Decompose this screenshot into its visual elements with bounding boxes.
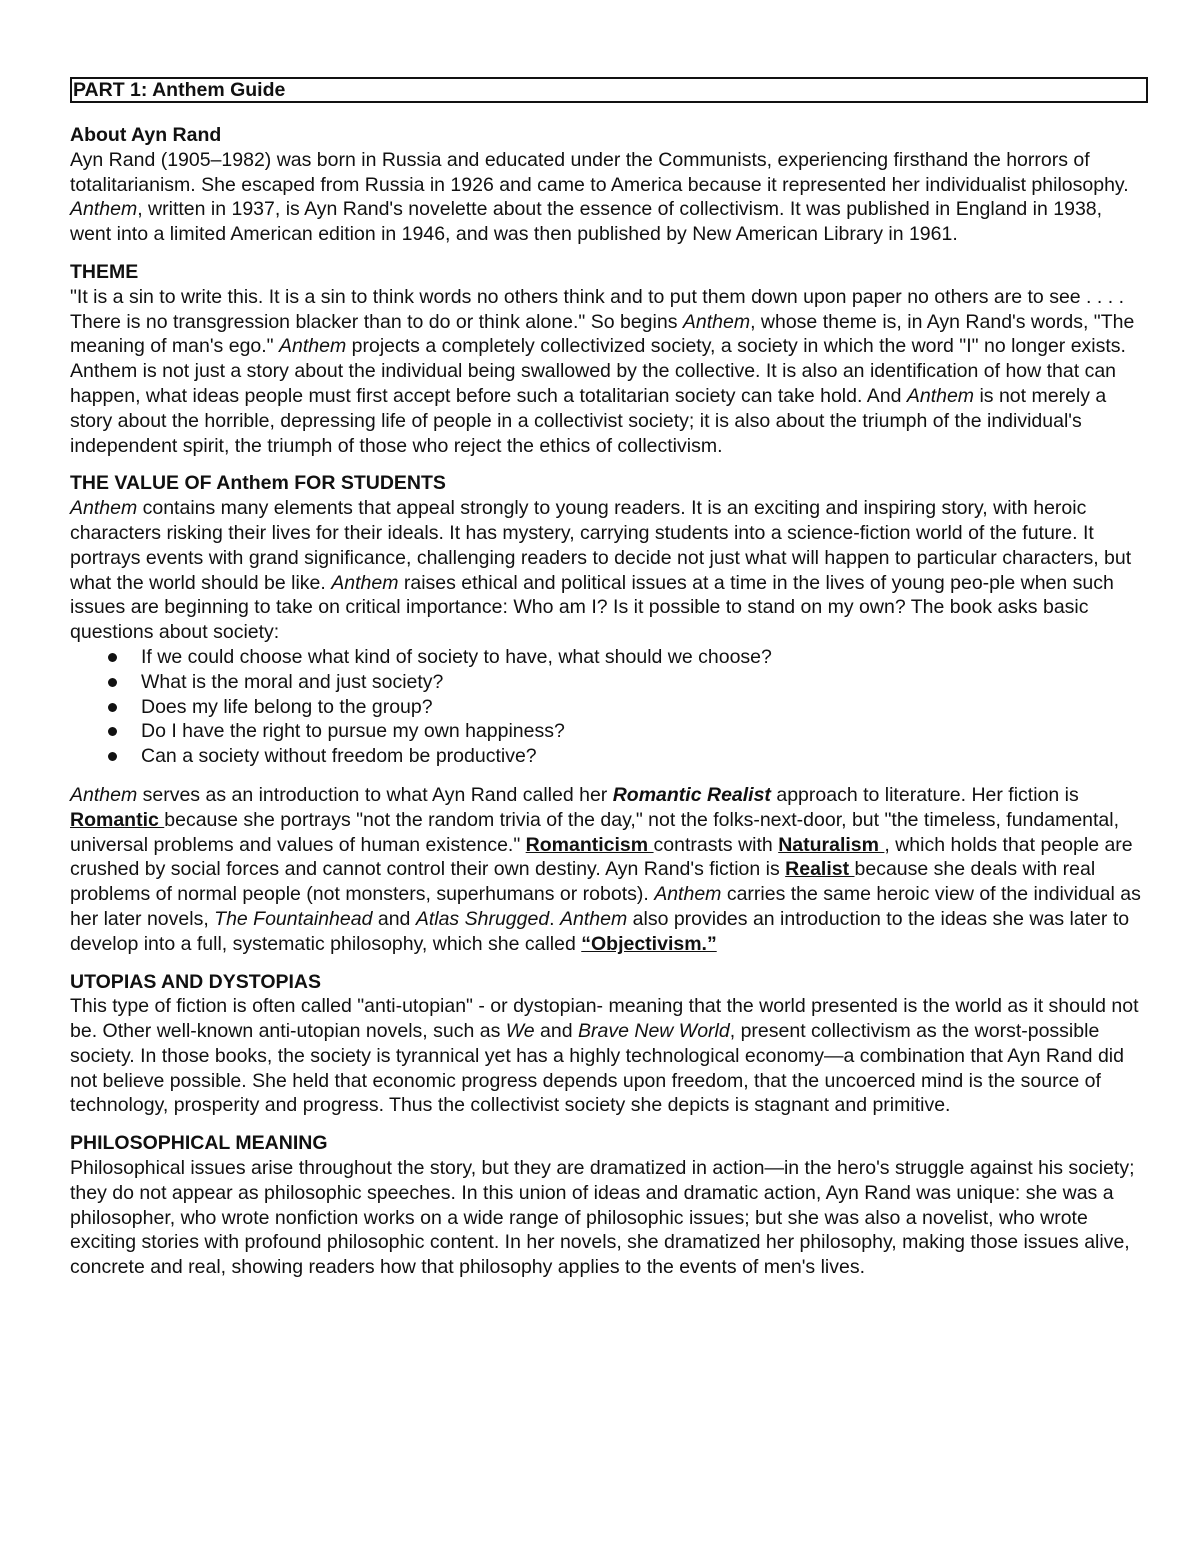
value-heading: THE VALUE OF Anthem FOR STUDENTS: [70, 472, 446, 495]
text-run: projects a completely collectivized society, a society in which the word "I" no longer exists. Anthem is not just a story about the individual being swallowed by the collective. It is also an identification of how that can happen, what ideas people must first accept before such a totalitarian society can take hold. And: [70, 335, 1126, 407]
text-run: , whose theme is, in Ayn Rand's words, "The meaning of man's ego.": [70, 310, 1135, 358]
text-run: because she deals with real problems of normal people (not monsters, superhumans or robots).: [70, 858, 1096, 906]
anthem-title: Anthem: [70, 198, 138, 221]
fountainhead-title: The Fountainhead: [214, 907, 373, 930]
we-title: We: [505, 1020, 535, 1043]
text-run: because she portrays "not the random trivia of the day," not the folks-next-door, but "the timeless, fundamental, universal problems and values of human existence.": [70, 808, 1120, 856]
bullet-icon: [108, 703, 117, 712]
question-list: [70, 645, 1148, 769]
text-run: and: [372, 907, 416, 930]
bullet-icon: [108, 653, 117, 662]
list-item: [70, 645, 1148, 670]
section-utopias: [70, 970, 1148, 1119]
list-item: [70, 670, 1148, 695]
text-run: , which holds that people are crushed by social forces and cannot control their own destiny. Ayn Rand's fiction is: [70, 833, 1133, 881]
naturalism-term: Naturalism: [778, 833, 885, 856]
bullet-icon: [108, 727, 117, 736]
anthem-title: Anthem: [682, 310, 751, 333]
text-run: raises ethical and political issues at a time in the lives of young peo-ple when such issues are beginning to take on critical importance: Who am I? Is it possible to stand on my own? The book asks basic questions about society:: [70, 571, 1114, 644]
bullet-icon: [108, 752, 117, 761]
anthem-title: Anthem: [279, 335, 347, 358]
list-item-text: Can a society without freedom be productive?: [141, 745, 537, 768]
romantic-realist-term: Romantic Realist: [612, 783, 771, 806]
text-run: , present collectivism as the worst-possible society. In those books, the society is tyrannical yet has a highly technological economy—a combination that Ayn Rand did not believe possible. She held that economic progress depends upon freedom, that the uncoerced mind is the source of technology, prosperity and progress. Thus the collectivist society she depicts is stagnant and primitive.: [70, 1020, 1124, 1117]
anthem-title: Anthem: [331, 571, 399, 594]
text-run: , written in 1937, is Ayn Rand's novelette about the essence of collectivism. It was published in England in 1938, went into a limited American edition in 1946, and was then published by New American Library in 1961.: [70, 198, 1103, 246]
bullet-icon: [108, 678, 117, 687]
value-paragraph: [70, 496, 1148, 645]
list-item: [70, 695, 1148, 720]
list-item-text: Do I have the right to pursue my own happiness?: [141, 720, 565, 743]
realist-term: Realist: [785, 858, 855, 881]
romantic-realist-paragraph: [70, 783, 1148, 957]
text-run: also provides an introduction to the ideas she was later to develop into a full, systematic philosophy, which she called: [70, 907, 1130, 955]
about-heading: About Ayn Rand: [70, 124, 222, 146]
utopias-heading: UTOPIAS AND DYSTOPIAS: [70, 970, 322, 993]
part-title: PART 1: Anthem Guide: [70, 77, 1148, 103]
text-run: .: [549, 907, 561, 930]
text-run: serves as an introduction to what Ayn Rand called her: [137, 783, 613, 806]
utopias-paragraph: [70, 994, 1148, 1118]
text-run: approach to literature. Her fiction is: [770, 783, 1079, 806]
romantic-term: Romantic: [70, 808, 165, 831]
text-run: carries the same heroic view of the individual as her later novels,: [70, 883, 1141, 930]
anthem-title: Anthem: [906, 384, 975, 407]
anthem-title: Anthem: [70, 497, 138, 520]
section-theme: [70, 260, 1148, 458]
text-run: contains many elements that appeal strongly to young readers. It is an exciting and inspiring story, with heroic characters risking their lives for their ideals. It has mystery, carrying students into a science-fiction world of the future. It portrays events with grand significance, challenging readers to decide not just what will happen to particular characters, but what the world should be like.: [70, 497, 1132, 594]
objectivism-term: “Objectivism.”: [581, 932, 717, 955]
text-run: is not merely a story about the horrible, depressing life of people in a collectivist society; it is also about the triumph of the individual's independent spirit, the triumph of those who reject the ethics of collectivism.: [70, 384, 1107, 457]
section-about: [70, 123, 1148, 247]
anthem-title: Anthem: [70, 783, 138, 806]
list-item-text: Does my life belong to the group?: [141, 695, 433, 718]
list-item-text: If we could choose what kind of society to have, what should we choose?: [141, 645, 772, 668]
list-item: [70, 744, 1148, 769]
section-value: [70, 471, 1148, 956]
list-item-text: What is the moral and just society?: [141, 670, 444, 693]
theme-paragraph: [70, 285, 1148, 459]
list-item: [70, 719, 1148, 744]
text-run: Ayn Rand (1905–1982) was born in Russia and educated under the Communists, experiencing firsthand the horrors of totalitarianism. She escaped from Russia in 1926 and came to America because it represented her individualist philosophy.: [70, 148, 1129, 196]
section-philosophical: [70, 1131, 1148, 1280]
theme-heading: THEME: [70, 260, 139, 283]
text-run: contrasts with: [653, 833, 779, 856]
anthem-title: Anthem: [654, 883, 722, 906]
philosophical-heading: PHILOSOPHICAL MEANING: [70, 1132, 328, 1155]
text-run: "It is a sin to write this. It is a sin to think words no others think and to put them down upon paper no others are to see . . . . There is no transgression blacker than to do or think alone." So begins: [70, 285, 1124, 333]
atlas-shrugged-title: Atlas Shrugged: [415, 907, 550, 930]
text-run: and: [534, 1020, 579, 1043]
document-page: [70, 77, 1148, 1280]
anthem-title: Anthem: [560, 907, 628, 930]
text-run: This type of fiction is often called "anti-utopian" - or dystopian- meaning that the world presented is the world as it should not be. Other well-known anti-utopian novels, such as: [70, 995, 1139, 1043]
brave-new-world-title: Brave New World: [578, 1020, 730, 1043]
romanticism-term: Romanticism: [525, 833, 654, 856]
philosophical-paragraph: Philosophical issues arise throughout the story, but they are dramatized in action—in the hero's struggle against his society; they do not appear as philosophic speeches. In this union of ideas and dramatic action, Ayn Rand was unique: she was a philosopher, who wrote nonfiction works on a wide range of philosophic issues; but she was also a novelist, who wrote exciting stories with profound philosophic content. In her novels, she dramatized her philosophy, making those issues alive, concrete and real, showing readers how that philosophy applies to the events of men's lives.: [70, 1157, 1135, 1279]
about-paragraph: [70, 148, 1148, 247]
